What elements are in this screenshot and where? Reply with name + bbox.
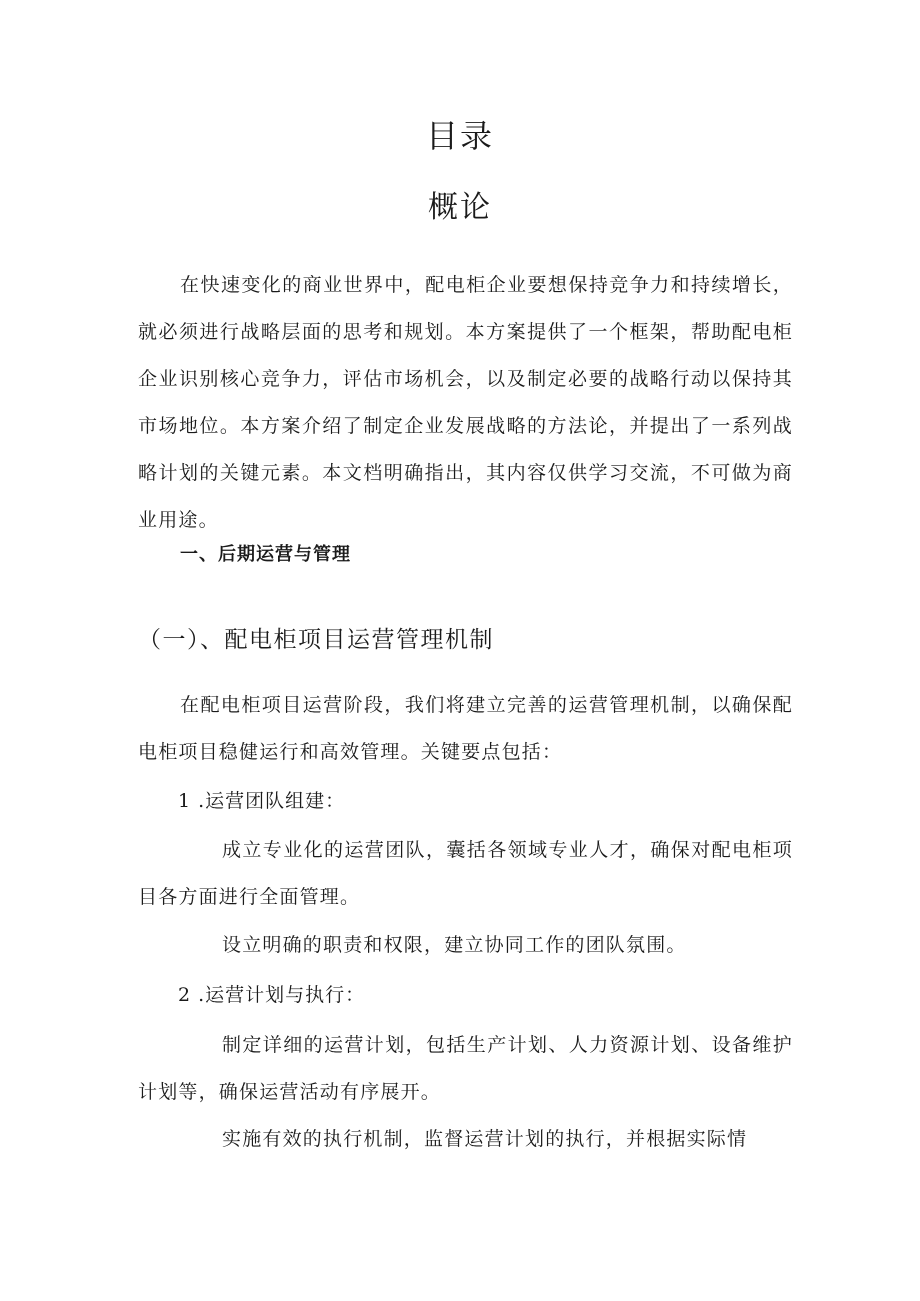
toc-title: 目录 xyxy=(425,117,494,155)
list-item-point: 实施有效的执行机制，监督运营计划的执行，并根据实际情 xyxy=(222,1128,748,1150)
intro-paragraph: 在快速变化的商业世界中，配电柜企业要想保持竞争力和持续增长，就必须进行战略层面的思考和规划。本方案提供了一个框架，帮助配电柜企业识别核心竞争力，评估市场机会，以及制定必要的战略行动以保持其市场地位。本方案介绍了制定企业发展战略的方法论，并提出了一系列战略计划的关键元素。本文档明确指出，其内容仅供学习交流，不可做为商业用途。 xyxy=(138,274,793,531)
overview-title: 概论 xyxy=(428,190,492,225)
section-heading: 一、后期运营与管理 xyxy=(180,544,351,565)
list-item-point: 成立专业化的运营团队，囊括各领域专业人才，确保对配电柜项目各方面进行全面管理。 xyxy=(138,839,793,908)
list-item-heading: 2 .运营计划与执行： xyxy=(178,984,366,1006)
subsection-paragraph: 在配电柜项目运营阶段，我们将建立完善的运营管理机制，以确保配电柜项目稳健运行和高效管理。关键要点包括： xyxy=(138,694,793,763)
list-item-point: 制定详细的运营计划，包括生产计划、人力资源计划、设备维护计划等，确保运营活动有序展开。 xyxy=(138,1034,793,1103)
subsection-heading: （一）、配电柜项目运营管理机制 xyxy=(138,627,494,653)
list-item-point: 设立明确的职责和权限，建立协同工作的团队氛围。 xyxy=(222,934,687,956)
list-item-heading: 1 .运营团队组建： xyxy=(178,790,346,812)
